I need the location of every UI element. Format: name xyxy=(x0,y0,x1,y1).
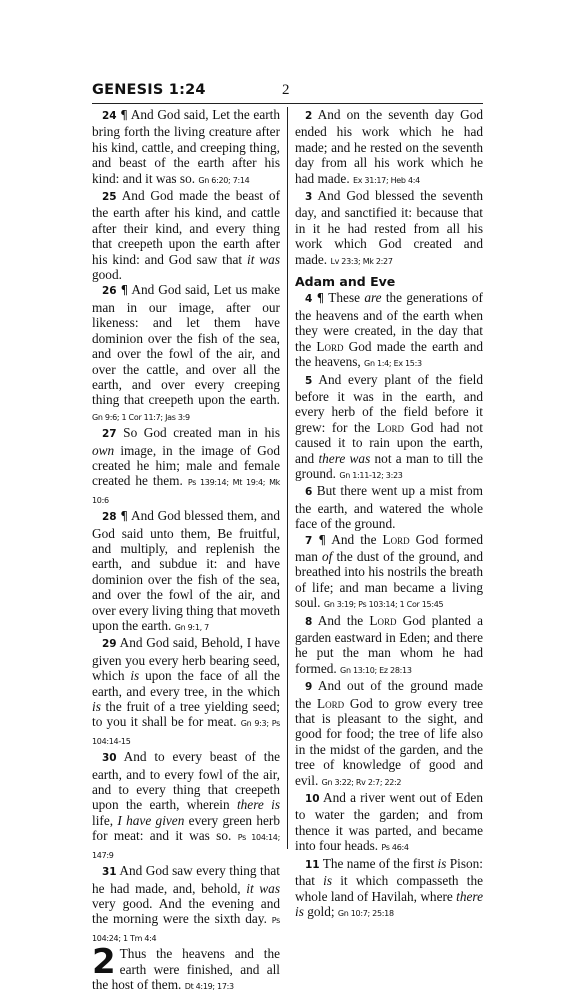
verse-number: 27 xyxy=(102,428,117,441)
italic-text: there is xyxy=(236,797,280,813)
cross-reference: Gn 1:4; Ex 15:3 xyxy=(364,359,422,369)
verse-text: Pison: that xyxy=(295,855,484,889)
verse-number: 24 xyxy=(102,110,117,122)
verse-1-26 xyxy=(92,282,280,425)
verse-2-7 xyxy=(295,532,483,613)
verse-2-8 xyxy=(295,613,483,679)
verse-text: good. xyxy=(92,267,122,283)
verse-text: But there went up a mist from the earth, and watered the whole face of the ground. xyxy=(295,483,483,532)
verse-text: the fruit of a tree yielding seed; to you it shall be for meat. xyxy=(92,699,280,730)
cross-reference: Gn 9:3; Ps 104:14-15 xyxy=(92,719,281,746)
verse-text: God made the earth and the heavens, xyxy=(295,338,483,370)
italic-text: is xyxy=(437,855,447,871)
verse-number: 6 xyxy=(305,486,313,499)
verse-text: upon the face of all the earth, and every tree, in the which xyxy=(92,668,280,699)
page-number: 2 xyxy=(282,82,290,98)
verse-text: God planted a garden eastward in Eden; and there he put the man whom he had formed. xyxy=(295,612,483,676)
verse-1-30 xyxy=(92,749,280,863)
verse-number: 10 xyxy=(305,793,320,806)
verse-text: So God created man in his xyxy=(116,425,280,441)
verse-number: 8 xyxy=(305,615,313,628)
verse-2-3 xyxy=(295,188,483,269)
italic-text: are xyxy=(364,290,382,306)
cross-reference: Gn 6:20; 7:14 xyxy=(198,175,250,185)
verse-number: 11 xyxy=(305,858,320,871)
section-heading: Adam and Eve xyxy=(295,274,396,290)
verse-text: God formed man xyxy=(295,531,484,564)
verse-text: And to every beast of the earth, and to every fowl of the air, and to every thing that creepeth upon the earth, wherein xyxy=(92,749,280,813)
chapter-number: 2 xyxy=(92,942,116,983)
cross-reference: Gn 1:11-12; 3:23 xyxy=(339,470,403,480)
lord-small-caps: Lord xyxy=(382,531,410,547)
italic-text: there is xyxy=(295,888,483,919)
lord-small-caps: Lord xyxy=(316,338,344,354)
verse-text: And on the seventh day God ended his work which he had made; and he rested on the seventh day from all his work which he had made. xyxy=(295,107,483,186)
verse-text: God to grow every tree that is pleasant to the sight, and good for food; the tree of life also in the midst of the garden, and the tree of knowledge of good and evil. xyxy=(295,695,483,788)
verse-text: And God saw every thing that he had made, and, behold, xyxy=(92,863,280,896)
verse-number: 31 xyxy=(102,866,117,879)
verse-text: And out of the ground made the xyxy=(295,678,483,711)
lord-small-caps: Lord xyxy=(317,695,345,711)
verse-1-25 xyxy=(92,188,280,282)
verse-2-4 xyxy=(295,290,483,371)
verse-2-2 xyxy=(295,107,483,188)
cross-reference: Dt 4:19; 17:3 xyxy=(184,981,234,991)
cross-reference: Gn 3:19; Ps 103:14; 1 Cor 15:45 xyxy=(323,600,444,610)
verse-text: every green herb for meat: and it was so. xyxy=(92,812,280,844)
verse-text: And God said, Behold, I have given you every herb bearing seed, which xyxy=(92,635,280,684)
verse-text: life, xyxy=(92,812,118,828)
verse-text: it which compasseth the whole land of Havilah, where xyxy=(295,873,484,904)
verse-1-27 xyxy=(92,425,280,508)
verse-2-9 xyxy=(295,678,483,790)
lord-small-caps: Lord xyxy=(369,612,397,628)
verse-number: 5 xyxy=(305,374,313,387)
italic-text: it was xyxy=(247,251,281,267)
verse-text: And God made the beast of the earth after his kind, and cattle after their kind, and every thing that creepeth upon the earth after his kind: and God saw that xyxy=(92,188,280,267)
verse-2-5 xyxy=(295,372,483,484)
page-header xyxy=(92,82,483,104)
verse-text: Thus the heavens and the earth were finished, and all the host of them. xyxy=(92,946,280,992)
verse-text: And God blessed them, and God said unto them, Be fruitful, and multiply, and replenish the earth, and subdue it: and have dominion over the fish of the sea, and over the fowl of the air, and over every living thing that moveth upon the earth. xyxy=(92,508,280,633)
verse-number: 29 xyxy=(102,638,117,651)
verse-1-28 xyxy=(92,508,280,635)
verse-2-6 xyxy=(295,483,483,531)
column-divider xyxy=(287,107,288,849)
verse-text: the dust of the ground, and breathed into his nostrils the breath of life; and man became a living soul. xyxy=(295,548,483,611)
verse-text: And God blessed the seventh day, and sanctified it: because that in it he had rested from all his work which God created and made. xyxy=(295,188,483,267)
italic-text: of xyxy=(322,548,333,564)
verse-text: These xyxy=(324,290,365,306)
verse-2-11 xyxy=(295,856,483,922)
verse-number: 7 xyxy=(305,534,313,547)
pilcrow-mark: ¶ xyxy=(120,108,128,122)
pilcrow-mark: ¶ xyxy=(318,532,326,547)
verse-text: And a river went out of Eden to water the garden; and from thence it was parted, and became into four heads. xyxy=(295,790,483,854)
verse-text: God had not caused it to rain upon the earth, and xyxy=(295,419,483,466)
cross-reference: Gn 9:6; 1 Cor 11:7; Jas 3:9 xyxy=(92,412,190,422)
verse-1-29 xyxy=(92,635,280,749)
verse-number: 9 xyxy=(305,681,313,694)
verse-text: very good. And the evening and the morning were the sixth day. xyxy=(92,895,280,927)
verse-text: And God said, Let us make man in our image, after our likeness: and let them have dominion over the fish of the sea, and over the fowl of the air, and over the cattle, and over all the earth, and over every creeping thing that creepeth upon the earth. xyxy=(92,282,281,408)
verse-number: 30 xyxy=(102,752,117,765)
verse-number: 2 xyxy=(305,110,313,122)
header-rule xyxy=(92,103,483,104)
pilcrow-mark: ¶ xyxy=(120,509,128,524)
cross-reference: Ps 139:14; Mt 19:4; Mk 10:6 xyxy=(92,478,281,505)
verse-text: And the xyxy=(326,531,383,547)
verse-text: The name of the first xyxy=(319,855,438,871)
cross-reference: Ps 104:24; 1 Tm 4:4 xyxy=(92,916,280,943)
verse-text: gold; xyxy=(303,903,338,919)
verse-text: And every plant of the field before it was in the earth, and every herb of the field before it grew: for the xyxy=(295,371,483,435)
cross-reference: Ex 31:17; Heb 4:4 xyxy=(352,175,420,185)
verse-number: 3 xyxy=(305,191,313,204)
right-column xyxy=(295,107,483,921)
verse-text: image, in the image of God created he him; male and female created he them. xyxy=(92,442,280,489)
verse-text: And the xyxy=(312,612,370,628)
cross-reference: Gn 3:22; Rv 2:7; 22:2 xyxy=(321,777,402,787)
cross-reference: Ps 104:14; 147:9 xyxy=(92,833,280,860)
italic-text: it was xyxy=(246,880,280,896)
left-column xyxy=(92,107,280,994)
cross-reference: Lv 23:3; Mk 2:27 xyxy=(330,256,393,266)
italic-text: I have given xyxy=(117,812,185,828)
verse-text: the generations of the heavens and of the earth when they were created, in the day that the xyxy=(295,290,483,354)
verse-number: 25 xyxy=(102,191,117,204)
running-head: GENESIS 1:24 xyxy=(92,82,206,98)
cross-reference: Gn 9:1, 7 xyxy=(174,623,209,632)
verse-text: not a man to till the ground. xyxy=(295,450,483,481)
italic-text: there was xyxy=(318,450,371,466)
verse-1-31 xyxy=(92,863,280,946)
verse-1-24 xyxy=(92,107,280,188)
cross-reference: Gn 10:7; 25:18 xyxy=(337,908,394,918)
lord-small-caps: Lord xyxy=(376,419,405,435)
cross-reference: Gn 13:10; Ez 28:13 xyxy=(340,665,412,675)
italic-text: is xyxy=(130,668,140,684)
verse-text: And God said, Let the earth bring forth the living creature after his kind, cattle, and creeping thing, and beast of the earth after his kind: and it was so. xyxy=(92,107,281,186)
cross-reference: Ps 46:4 xyxy=(381,843,409,853)
italic-text: own xyxy=(92,442,115,458)
chapter-2-opening xyxy=(92,942,280,994)
verse-2-10 xyxy=(295,790,483,856)
italic-text: is xyxy=(323,873,333,889)
italic-text: is xyxy=(92,699,101,715)
pilcrow-mark: ¶ xyxy=(120,283,129,298)
pilcrow-mark: ¶ xyxy=(316,291,325,306)
verse-number: 26 xyxy=(102,285,117,298)
verse-number: 4 xyxy=(305,293,313,306)
verse-number: 28 xyxy=(102,511,117,524)
